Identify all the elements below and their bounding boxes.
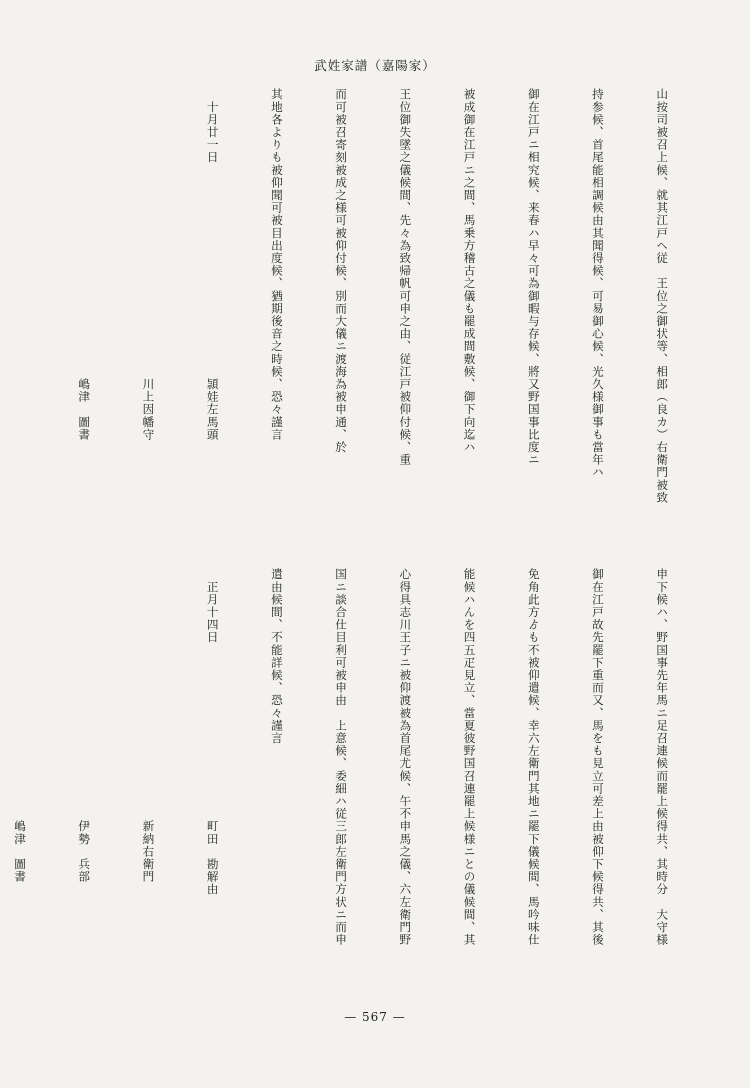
signature-column: 新納右衛門 xyxy=(141,568,156,883)
page-number: — 567 — xyxy=(344,1010,406,1024)
signature-column: 嶋津 圖書 xyxy=(13,568,27,883)
text-column: 王位御失墜之儀候間、先々為致帰帆可申之由、従江戸被仰付候、重 xyxy=(398,88,413,466)
text-column: 遣由候間、不能詳候、恐々謹言 xyxy=(269,568,284,745)
text-column: 免角此方ゟも不被仰遣候、幸六左衛門其地ニ罷下儀候間、馬吟味仕 xyxy=(526,568,541,946)
text-column: 山按司被召上候、就其江戸ヘ従 王位之御状等、相郎（良カ）右衛門被致 xyxy=(655,88,670,504)
text-column: 被成御在江戸ニ之間、馬乗方稽古之儀も罷成間敷候、御下向迄ハ xyxy=(462,88,477,454)
signature-column: 正月十四日 町田 勘解由 xyxy=(205,568,220,896)
signature-column: 川上因幡守 xyxy=(141,88,156,441)
text-column: 国ニ談合仕目利可被申由 上意候、委細ハ従三郎左衛門方状ニ而申 xyxy=(334,568,349,946)
text-column: 能候ハんを四五疋見立、當夏彼野国召連罷上候様ニとの儀候間、其 xyxy=(462,568,477,946)
signature-column: 嶋津 圖書 xyxy=(77,88,92,441)
text-column: 申下候ハ、野国事先年馬ニ足召連候而罷上候得共、其時分 大守様 xyxy=(655,568,670,946)
running-header: 武姓家譜（嘉陽家） xyxy=(314,58,436,73)
text-column: 心得具志川王子ニ被仰渡被為首尾尤候、午不申馬之儀、六左衛門野 xyxy=(398,568,413,946)
text-column: 御在江戸ニ相究候、来春ハ早々可為御暇与存候、將又野国事比度ニ xyxy=(526,88,541,466)
text-column: 而可被召寄刻被成之様可被仰付候、別而大儀ニ渡海為被申通、於 xyxy=(334,88,349,454)
signature-column: 伊勢 兵部 xyxy=(77,568,92,883)
text-column: 持参候、首尾能相調候由其聞得候、可易御心候、光久様御事も當年ハ xyxy=(590,88,605,479)
bottom-text-block xyxy=(13,568,715,998)
text-column: 御在江戸故先罷下重而又、馬をも見立可差上由被仰下候得共、其後 xyxy=(590,568,605,946)
top-text-block xyxy=(40,88,715,528)
text-column: 其地各よりも被仰聞可被目出度候、猶期後音之時候、恐々謹言 xyxy=(269,88,284,441)
signature-column: 十月廿一日 頴娃左馬頭 xyxy=(205,88,220,441)
